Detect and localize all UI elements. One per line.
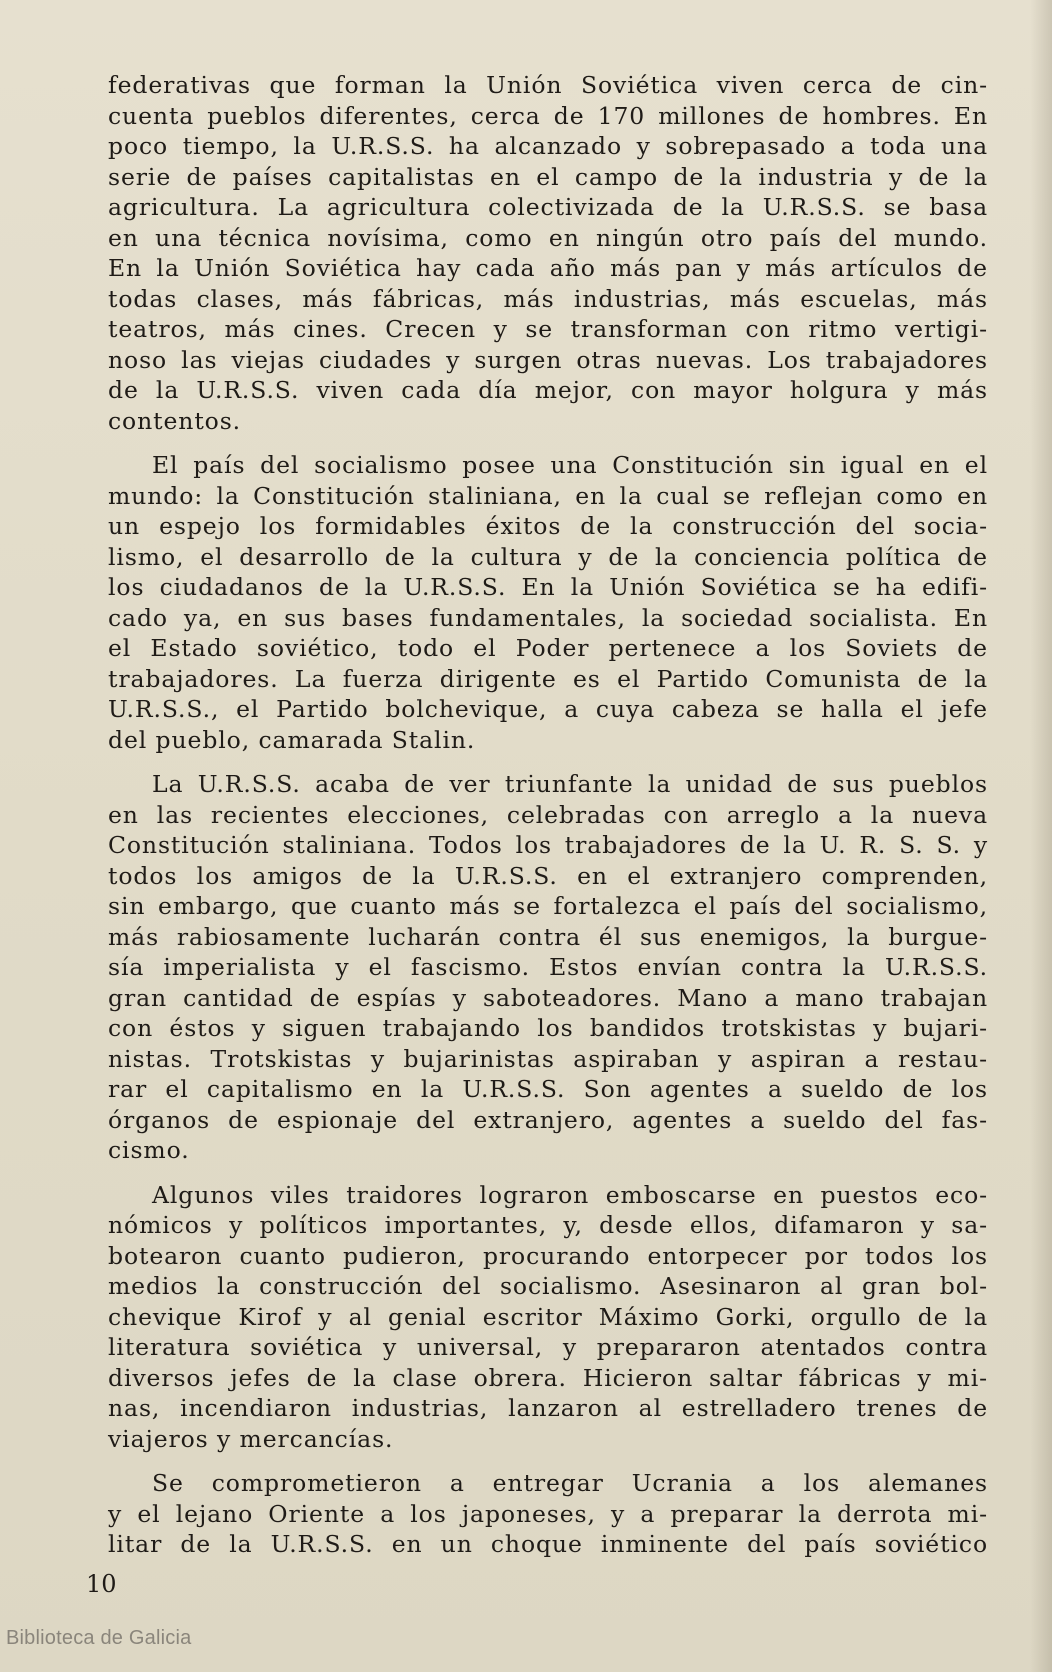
text-line: todos los amigos de la U.R.S.S. en el extranjero comprenden,: [108, 861, 988, 890]
text-line: más rabiosamente lucharán contra él sus enemigos, la burgue-: [108, 922, 988, 951]
text-line: sin embargo, que cuanto más se fortalezca el país del socialismo,: [108, 892, 988, 920]
text-line: medios la construcción del socialismo. Asesinaron al gran bol-: [108, 1272, 988, 1300]
body-text: [108, 70, 988, 1574]
text-line: todas clases, más fábricas, más industrias, más escuelas, más: [108, 284, 988, 313]
text-line: La U.R.S.S. acaba de ver triunfante la unidad de sus pueblos: [152, 770, 988, 798]
text-line: poco tiempo, la U.R.S.S. ha alcanzado y sobrepasado a toda una: [108, 132, 988, 160]
text-line: lismo, el desarrollo de la cultura y de la conciencia política de: [108, 542, 988, 571]
text-line: U.R.S.S., el Partido bolchevique, a cuya cabeza se halla el jefe: [108, 695, 988, 723]
text-line: trabajadores. La fuerza dirigente es el Partido Comunista de la: [108, 664, 988, 693]
text-line: federativas que forman la Unión Soviética viven cerca de cin-: [108, 71, 988, 99]
page-number: 10: [86, 1570, 117, 1598]
text-line: en una técnica novísima, como en ningún otro país del mundo.: [108, 223, 988, 252]
library-watermark: Biblioteca de Galicia: [6, 1627, 192, 1649]
text-line: En la Unión Soviética hay cada año más pan y más artículos de: [108, 254, 988, 282]
text-line: teatros, más cines. Crecen y se transforman con ritmo vertigi-: [108, 315, 988, 343]
text-line: contentos.: [108, 406, 242, 435]
text-line: literatura soviética y universal, y prepararon atentados contra: [108, 1333, 988, 1361]
paragraph-2: [108, 450, 988, 755]
text-line: chevique Kirof y al genial escritor Máximo Gorki, orgullo de la: [108, 1302, 988, 1331]
text-line: noso las viejas ciudades y surgen otras nuevas. Los trabajadores: [108, 345, 988, 374]
text-line: sía imperialista y el fascismo. Estos envían contra la U.R.S.S.: [108, 953, 988, 981]
text-line: el Estado soviético, todo el Poder pertenece a los Soviets de: [108, 634, 988, 662]
text-line: Se comprometieron a entregar Ucrania a los alemanes: [152, 1469, 988, 1497]
text-line: un espejo los formidables éxitos de la construcción del socia-: [108, 512, 988, 540]
text-line: agricultura. La agricultura colectivizada de la U.R.S.S. se basa: [108, 193, 988, 221]
text-line: órganos de espionaje del extranjero, agentes a sueldo del fas-: [108, 1105, 988, 1134]
text-line: mundo: la Constitución staliniana, en la cual se reflejan como en: [108, 481, 988, 510]
text-line: los ciudadanos de la U.R.S.S. En la Unión Soviética se ha edifi-: [108, 573, 988, 601]
text-line: Algunos viles traidores lograron emboscarse en puestos eco-: [152, 1180, 988, 1209]
text-line: litar de la U.R.S.S. en un choque inminente del país soviético: [108, 1530, 988, 1558]
page-edge-shadow: [1030, 0, 1052, 1672]
text-line: nistas. Trotskistas y bujarinistas aspiraban y aspiran a restau-: [108, 1044, 988, 1073]
text-line: y el lejano Oriente a los japoneses, y a preparar la derrota mi-: [108, 1499, 988, 1528]
paragraph-4: [108, 1180, 988, 1455]
text-line: Constitución staliniana. Todos los trabajadores de la U. R. S. S. y: [108, 831, 988, 859]
text-line: cuenta pueblos diferentes, cerca de 170 millones de hombres. En: [108, 101, 988, 130]
text-line: viajeros y mercancías.: [108, 1424, 394, 1453]
text-line: del pueblo, camarada Stalin.: [108, 725, 476, 754]
text-line: nómicos y políticos importantes, y, desde ellos, difamaron y sa-: [108, 1211, 988, 1239]
text-line: El país del socialismo posee una Constitución sin igual en el: [152, 451, 988, 479]
paragraph-5: [108, 1468, 988, 1560]
text-line: de la U.R.S.S. viven cada día mejor, con mayor holgura y más: [108, 376, 988, 404]
text-line: botearon cuanto pudieron, procurando entorpecer por todos los: [108, 1241, 988, 1270]
text-line: diversos jefes de la clase obrera. Hicieron saltar fábricas y mi-: [108, 1363, 988, 1392]
text-line: en las recientes elecciones, celebradas con arreglo a la nueva: [108, 800, 988, 829]
text-line: nas, incendiaron industrias, lanzaron al estrelladero trenes de: [108, 1394, 988, 1422]
paragraph-1: [108, 70, 988, 436]
text-line: serie de países capitalistas en el campo de la industria y de la: [108, 162, 988, 191]
paragraph-3: [108, 769, 988, 1166]
text-line: con éstos y siguen trabajando los bandidos trotskistas y bujari-: [108, 1014, 988, 1042]
text-line: rar el capitalismo en la U.R.S.S. Son agentes a sueldo de los: [108, 1075, 988, 1103]
text-line: gran cantidad de espías y saboteadores. Mano a mano trabajan: [108, 983, 988, 1012]
text-line: cismo.: [108, 1136, 190, 1164]
text-line: cado ya, en sus bases fundamentales, la sociedad socialista. En: [108, 603, 988, 632]
